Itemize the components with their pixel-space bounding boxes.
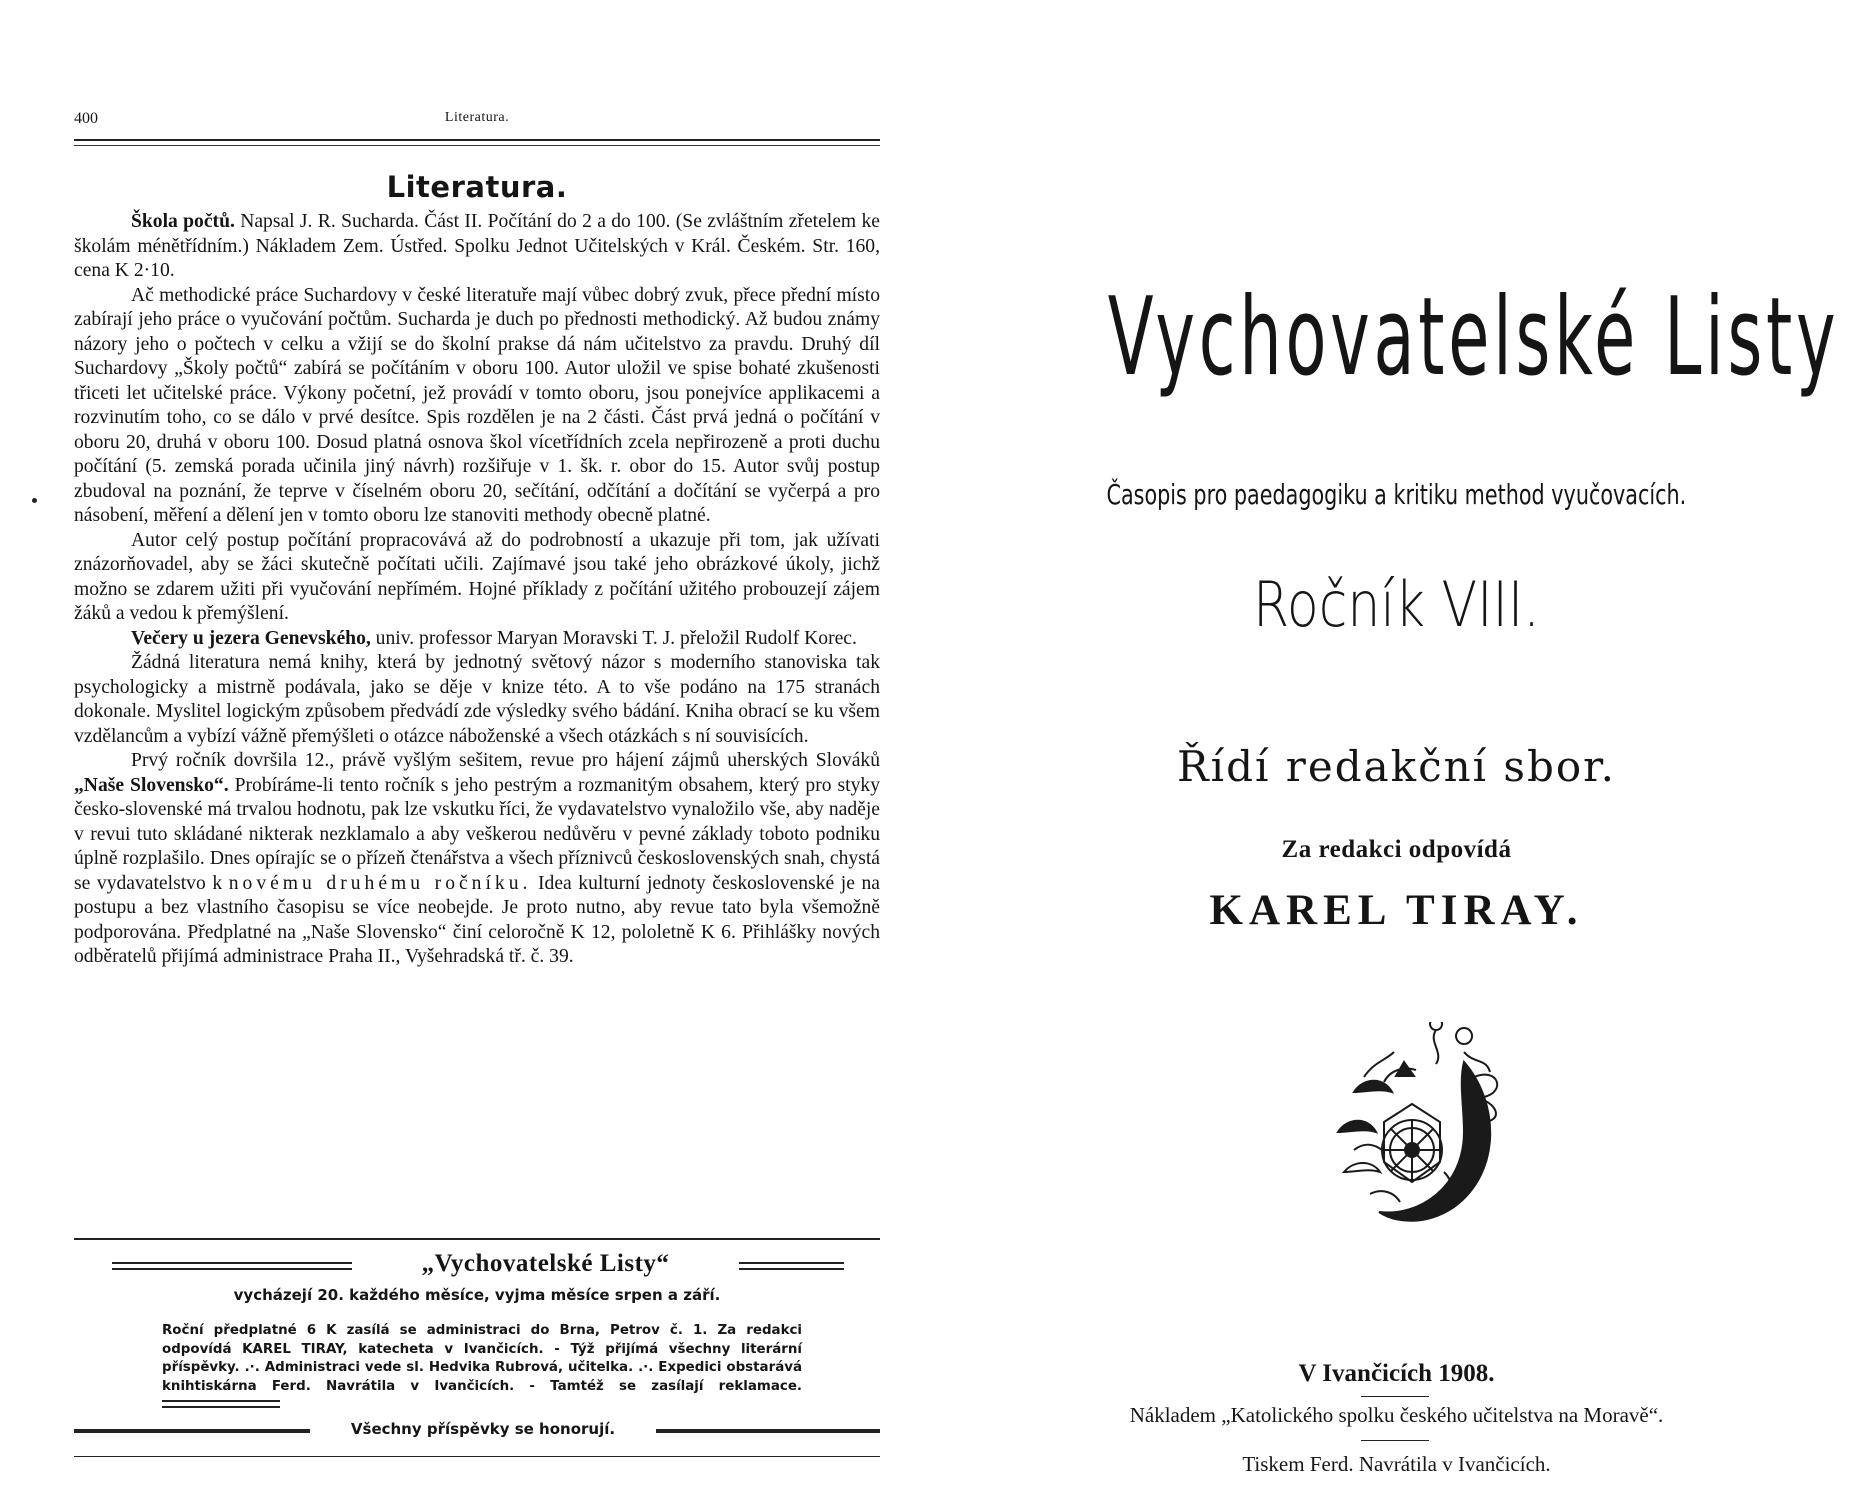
notice-title-row [74, 1250, 880, 1284]
paragraph: Žádná literatura nemá knihy, která by jednotný světový názor s moderního stanoviska tak psychologicky a mistrně podávala, jako se děje v knize této. A to vše podáno na 175 stranách dokonale. Myslitel logickým způsobem předvádí zde výsledky svého bádání. Kniha obrací se ku všem vzdělancům a vybízí vážně přemýšleti o otázce náboženské a všech otázkách s ní souvisících. [74, 652, 880, 747]
divider-rule [1361, 1396, 1429, 1397]
paragraph-text: univ. professor Maryan Moravski T. J. přeložil Rudolf Korec. [370, 627, 857, 649]
notice-rule [112, 1262, 352, 1270]
right-page [931, 0, 1862, 1500]
notice-details [162, 1322, 802, 1415]
review-skola-poctu [74, 210, 880, 284]
masthead-title: Vychovatelské Listy [1107, 275, 1840, 400]
masthead-subtitle: Časopis pro paedagogiku a kritiku method vyučovacích. [1106, 478, 1687, 511]
footer-rule [74, 1456, 880, 1457]
editor-name: KAREL TIRAY. [1209, 887, 1584, 934]
printer-line: Tiskem Ferd. Navrátila v Ivančicích. [1242, 1452, 1551, 1476]
notice-footer-row [74, 1420, 880, 1444]
notice-end-rule [162, 1400, 280, 1408]
publisher-line: Nákladem „Katolického spolku českého učitelstva na Moravě“. [1129, 1403, 1664, 1427]
running-head [74, 110, 880, 130]
notice-rule [739, 1262, 844, 1270]
paragraph-text: Napsal J. R. Sucharda. Část II. Počítání do 2 a do 100. (Se zvláštním zřetelem ke školám ménětřídním.) Nákladem Zem. Ústřed. Spolku Jednot Učitelských v Král. Českém. Str. 160, cena K 2·10. [74, 211, 880, 281]
divider-rule [1361, 1440, 1429, 1441]
section-heading: Literatura. [386, 170, 568, 204]
periodical-title: „Naše Slovensko“. [74, 774, 229, 796]
review-vecery [74, 627, 880, 652]
floral-crescent-vignette-icon [1324, 1022, 1509, 1234]
editorial-board: Řídí redakční sbor. [1177, 742, 1616, 791]
paragraph-text: Prvý ročník dovršila 12., právě vyšlým sešitem, revue pro hájení zájmů uherských Slováků [131, 750, 880, 771]
paragraph-nase-slovensko [74, 749, 880, 970]
paragraph-text: Probíráme-li tento ročník s jeho pestrým a rozmanitým obsahem, který pro styky česko-slovenské má trvalou hodnotu, pak lze vskutku říci, že vydavatelstvo vynaložilo vše, aby naděje v revui tuto skládané nikterak nezklamalo a aby veškerou nedůvěru v pevné základy toboto podniku úplně rozplašilo. Dnes opírajíc se o přízeň čtenářstva a všech příznivců československých snah, chystá se vydavatelstvo k [74, 774, 880, 894]
header-rule [74, 139, 880, 146]
page-number: 400 [74, 110, 98, 127]
imprint-place-year: V Ivančicích 1908. [1298, 1360, 1495, 1387]
paragraph-text: Idea kulturní jednoty československé je na postupu a bez vlastního časopisu se více neobejde. Je proto nutno, aby revue tato byla všemožně podporována. Předplatné na „Naše Slovensko“ činí celoročně K 12, pololetně K 6. Přihlášky nových odběratelů přijímá administrace Praha II., Vyšehradská tř. č. 39. [74, 872, 880, 967]
paragraph: Autor celý postup počítání propracovává až do podrobností a ukazuje při tom, jak užívati znázorňovadel, aby se žáci skutečně počítati učili. Zajímavé jsou také jeho obrázkové úkoly, jichž možno se zdarem užiti při vyučování nepřímém. Hojné příklady z počítání užitého probouzejí zájem žáků a vedou k přemýšlení. [74, 529, 880, 624]
notice-details-text: Roční předplatné 6 K zasílá se administraci do Brna, Petrov č. 1. Za redakci odpovídá KAREL TIRAY, katecheta v Ivančicích. - Týž přijímá všechny literární příspěvky. .·. Administraci vede sl. Hedvika Rubrová, učitelka. .·. Expedici obstarává knihtiskárna Ferd. Navrátila v Ivančicích. - Tamtéž se zasílají reklamace. [162, 1323, 802, 1394]
article-column [74, 210, 880, 970]
spaced-text: novému druhému ročníku. [228, 872, 532, 894]
notice-title: „Vychovatelské Listy“ [421, 1250, 670, 1277]
notice-rule [74, 1429, 310, 1433]
running-title: Literatura. [444, 110, 510, 125]
print-speck [32, 498, 37, 503]
subscription-notice [74, 1238, 880, 1462]
editor-label: Za redakci odpovídá [1281, 836, 1512, 863]
book-title: Večery u jezera Genevského, [131, 627, 371, 649]
paragraph: Ač methodické práce Suchardovy v české literatuře mají vůbec dobrý zvuk, přece přední místo zabírají jeho práce o vyučování počtům. Sucharda je duch po přednosti methodický. Až budou známy názory jeho o počtech v celku a vžijí se do školní prakse dá nám učitelstvo za pravdu. Druhý díl Suchardovy „Školy počtů“ zabírá se počítáním v oboru 100. Autor uložil ve spise bohaté zkušenosti třiceti let učitelské práce. Výkony početní, jež provádí v tomto oboru, jsou ponejvíce applikacemi a rozvinutím toho, co se dálo v prvé desítce. Spis rozdělen je na 2 části. Část prvá jedná o počítání v oboru 20, druhá v oboru 100. Dosud platná osnova škol vícetřídních zcela nepřirozeně a proti duchu počítání (5. zemská porada učinila jiný návrh) rozšiřuje v 1. šk. r. obor do 15. Autor svůj postup zbudoval na poznání, že teprve v číselném oboru 20, sečítání, odčítání a dočítání se vyčerpá a pro násobení, měření a dělení jen v tomto oboru lze stanoviti methody obecně platné. [74, 284, 880, 526]
notice-subtitle: vycházejí 20. každého měsíce, vyjma měsíce srpen a září. [233, 1286, 721, 1304]
notice-footer: Všechny příspěvky se honorují. [350, 1420, 616, 1438]
notice-rule [656, 1429, 880, 1433]
volume-label: Ročník VIII. [1253, 568, 1540, 641]
book-title: Škola počtů. [131, 211, 235, 232]
